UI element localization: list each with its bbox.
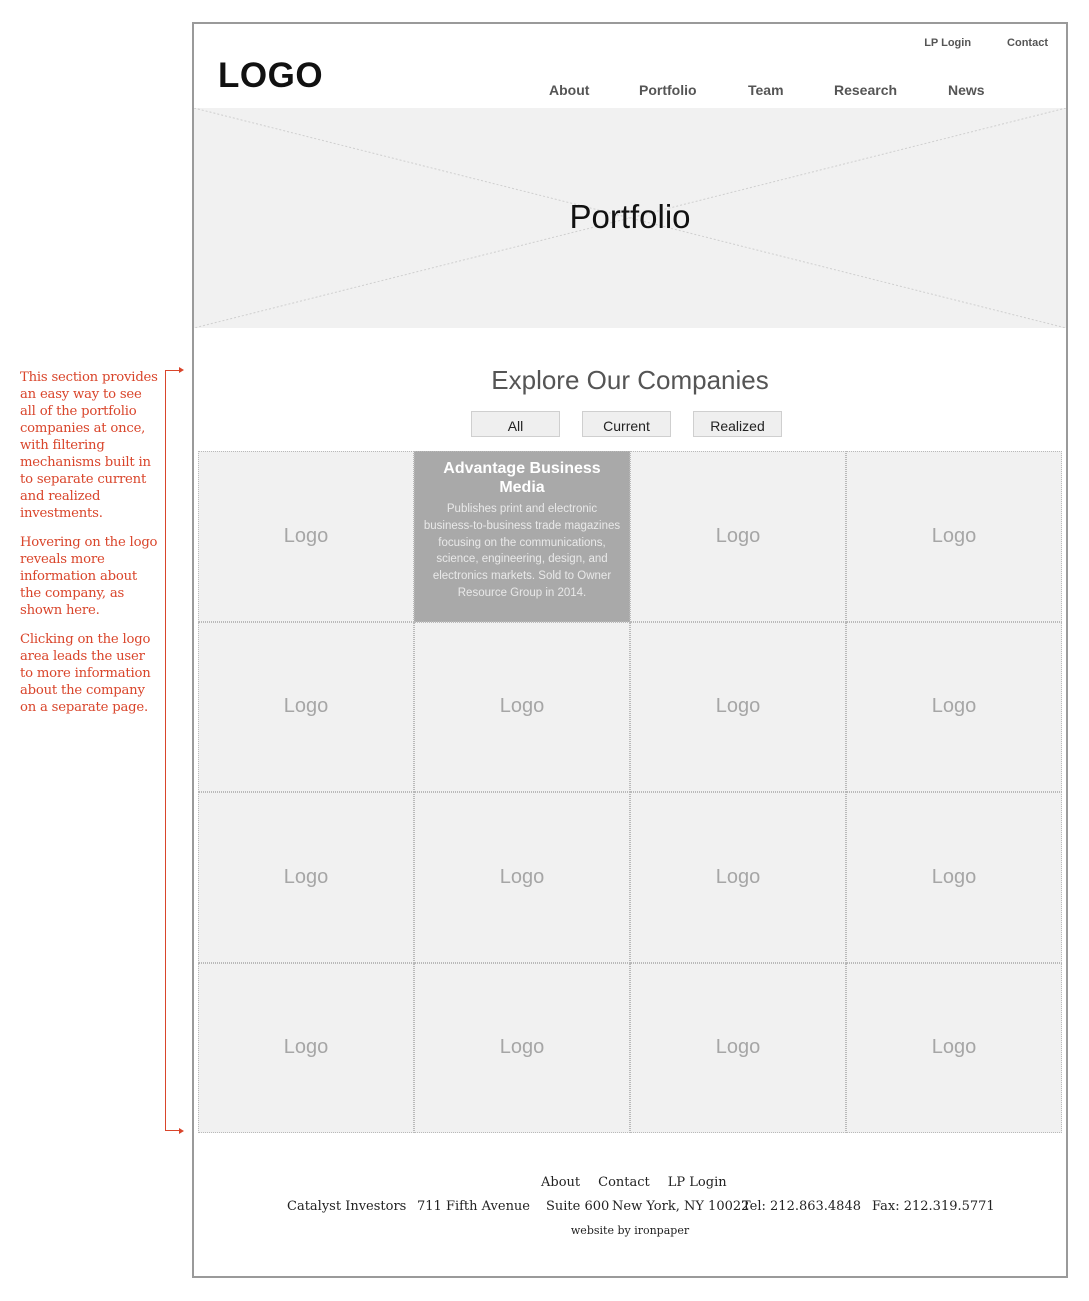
annotation-bracket xyxy=(165,370,184,1131)
filter-bar xyxy=(471,411,782,437)
logo-placeholder: Logo xyxy=(499,1036,545,1059)
footer-link-about[interactable]: About xyxy=(541,1175,581,1190)
footer-street: 711 Fifth Avenue xyxy=(417,1199,531,1214)
company-tile[interactable] xyxy=(414,622,630,793)
logo-placeholder: Logo xyxy=(931,695,977,718)
company-tile[interactable] xyxy=(846,963,1062,1134)
bracket-bottom-arrow-icon xyxy=(179,1128,184,1134)
logo-placeholder: Logo xyxy=(931,1036,977,1059)
filter-all-button[interactable]: All xyxy=(471,411,560,437)
company-tile[interactable] xyxy=(630,622,846,793)
footer-company-name: Catalyst Investors xyxy=(287,1199,407,1214)
company-tile[interactable] xyxy=(198,622,414,793)
company-tile[interactable] xyxy=(414,963,630,1134)
logo-placeholder: Logo xyxy=(931,524,977,547)
logo-placeholder: Logo xyxy=(715,695,761,718)
footer-suite: Suite 600 xyxy=(546,1199,610,1214)
logo-placeholder: Logo xyxy=(283,695,329,718)
main-nav xyxy=(549,82,985,98)
util-nav-lp-login[interactable]: LP Login xyxy=(924,37,972,49)
footer-credit[interactable]: website by ironpaper xyxy=(570,1224,690,1237)
nav-item-research[interactable]: Research xyxy=(834,82,898,98)
company-tile[interactable] xyxy=(198,451,414,622)
logo-placeholder: Logo xyxy=(931,865,977,888)
page-title: Portfolio xyxy=(569,198,691,235)
util-nav-contact[interactable]: Contact xyxy=(1007,37,1048,49)
section-title: Explore Our Companies xyxy=(491,365,769,395)
company-tile[interactable] xyxy=(198,963,414,1134)
nav-item-about[interactable]: About xyxy=(549,82,590,98)
company-tile[interactable] xyxy=(630,451,846,622)
bracket-top-arrow-icon xyxy=(179,367,184,373)
company-grid xyxy=(198,451,1062,1133)
nav-item-team[interactable]: Team xyxy=(748,82,784,98)
company-tile[interactable] xyxy=(414,792,630,963)
footer-link-contact[interactable]: Contact xyxy=(598,1175,650,1190)
logo-placeholder: Logo xyxy=(715,865,761,888)
company-tile[interactable] xyxy=(846,792,1062,963)
filter-current-button[interactable]: Current xyxy=(582,411,671,437)
company-tile[interactable] xyxy=(630,792,846,963)
company-tile[interactable] xyxy=(198,792,414,963)
logo-placeholder: Logo xyxy=(715,1036,761,1059)
nav-item-portfolio[interactable]: Portfolio xyxy=(639,82,697,98)
company-tile[interactable] xyxy=(846,451,1062,622)
annotation-paragraph: This section provides an easy way to see all of the portfolio companies at once, with filtering mechanisms built in to separate current and realized investments. xyxy=(20,370,158,521)
page-wireframe xyxy=(192,22,1068,1278)
logo-placeholder: Logo xyxy=(283,865,329,888)
annotation-paragraph: Hovering on the logo reveals more information about the company, as shown here. xyxy=(20,535,158,618)
footer-nav xyxy=(541,1175,727,1190)
footer-link-lp-login[interactable]: LP Login xyxy=(667,1175,727,1190)
hero-banner xyxy=(194,108,1066,328)
logo-placeholder: Logo xyxy=(283,1036,329,1059)
footer-phone: Tel: 212.863.4848 xyxy=(742,1199,861,1214)
logo-placeholder: Logo xyxy=(499,695,545,718)
logo-placeholder: Logo xyxy=(715,524,761,547)
footer-city: New York, NY 10022 xyxy=(612,1199,750,1214)
logo-placeholder: Logo xyxy=(283,524,329,547)
annotation-note xyxy=(20,369,160,728)
company-description: Publishes print and electronic business-to-business trade magazines focusing on the communications, science, engineering, design, and electronics markets. Sold to Owner Resource Group in 2014. xyxy=(423,503,621,599)
company-tile-hover[interactable] xyxy=(414,451,630,622)
company-tile[interactable] xyxy=(630,963,846,1134)
footer-address xyxy=(194,1199,1066,1219)
utility-nav xyxy=(924,37,1048,49)
company-name: Advantage Business Media xyxy=(443,460,601,496)
nav-item-news[interactable]: News xyxy=(948,82,985,98)
logo-placeholder: Logo xyxy=(499,865,545,888)
filter-realized-button[interactable]: Realized xyxy=(693,411,782,437)
site-logo[interactable]: LOGO xyxy=(218,56,324,95)
annotation-paragraph: Clicking on the logo area leads the user to more information about the company on a separate page. xyxy=(20,632,151,715)
company-tile[interactable] xyxy=(846,622,1062,793)
footer-fax: Fax: 212.319.5771 xyxy=(872,1199,995,1214)
